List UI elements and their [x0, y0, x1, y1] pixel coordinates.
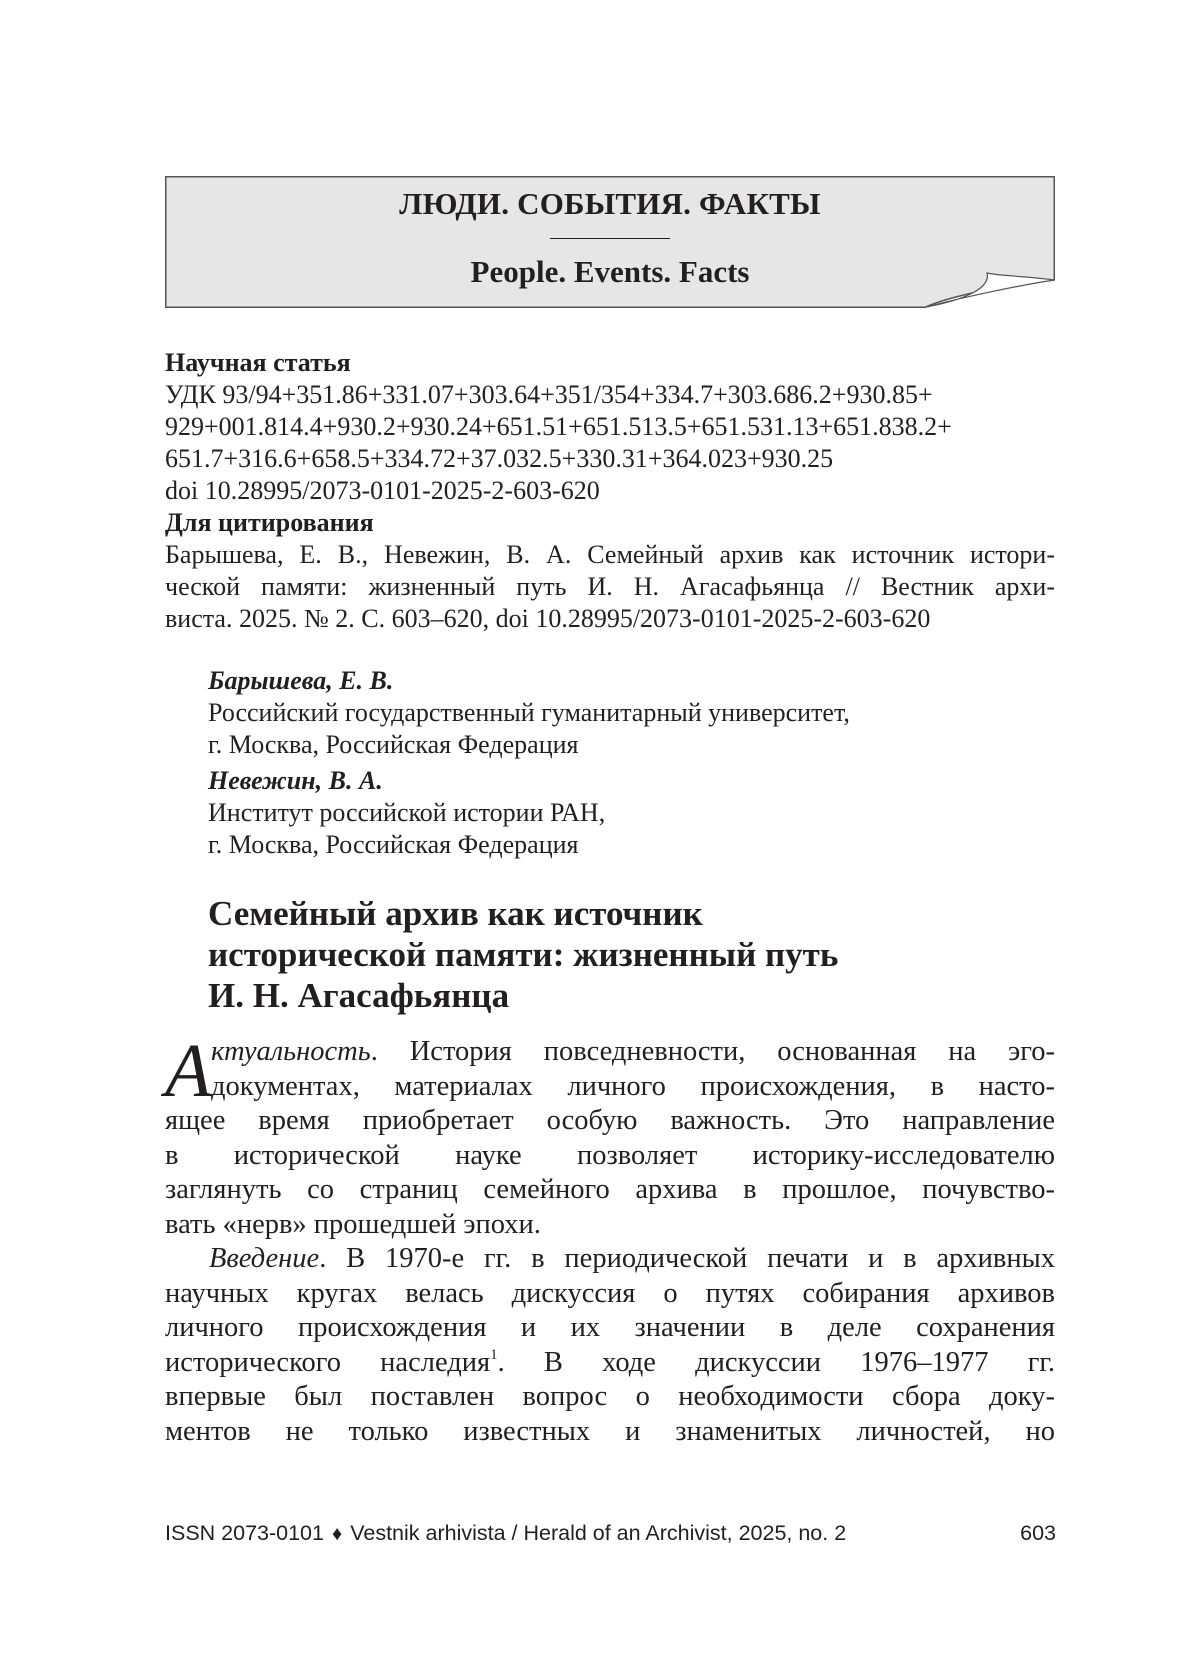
journal-name: Vestnik arhivista / Herald of an Archivist, 2025, no. 2 [350, 1521, 847, 1545]
author-name: Невежин, В. А. [208, 766, 383, 795]
body-text-run: . В 1970-е гг. в периодической печати и в архивных [319, 1243, 1055, 1274]
running-footer [165, 1521, 846, 1546]
body-line: ментов не только известных и знаменитых личностей, но [165, 1415, 1055, 1447]
citation-label: Для цитирования [165, 508, 374, 537]
body-line: впервые был поставлен вопрос о необходимости сбора доку- [165, 1381, 1055, 1412]
doi-line: doi 10.28995/2073-0101-2025-2-603-620 [165, 476, 600, 505]
section-title-ru: ЛЮДИ. СОБЫТИЯ. ФАКТЫ [399, 186, 821, 221]
author-name: Барышева, Е. В. [208, 666, 394, 695]
paragraph-relevance [165, 1029, 1055, 1242]
udc-line: УДК 93/94+351.86+331.07+303.64+351/354+334.7+303.686.2+930.85+ [165, 380, 933, 409]
body-line [165, 1346, 1055, 1381]
author-entry [208, 765, 1058, 861]
article-title [208, 893, 1058, 1016]
drop-cap: А [165, 1029, 212, 1113]
body-line: заглянуть со страниц семейного архива в прошлое, почувство- [165, 1174, 1055, 1205]
body-line: документах, материалах личного происхождения, в насто- [211, 1070, 1055, 1102]
article-body [165, 1029, 1055, 1449]
udc-line: 929+001.814.4+930.2+930.24+651.51+651.513.5+651.531.13+651.838.2+ [165, 412, 952, 441]
body-line: вать «нерв» прошедшей эпохи. [165, 1208, 541, 1240]
body-line: научных кругах велась дискуссия о путях собирания архивов [165, 1277, 1055, 1309]
lead-term: ктуальность [211, 1036, 371, 1067]
section-header-box [165, 176, 1055, 308]
author-location: г. Москва, Российская Федерация [208, 830, 579, 859]
body-line: личного происхождения и их значении в деле сохранения [165, 1312, 1055, 1343]
citation-line: Барышева, Е. В., Невежин, В. А. Семейный архив как источник истори- [165, 540, 1055, 569]
section-title-en: People. Events. Facts [470, 254, 750, 289]
body-line: ящее время приобретает особую важность. Это направление [165, 1105, 1055, 1136]
article-title-line: Семейный архив как источник [208, 894, 703, 933]
body-text-run: . В ходе дискуссии 1976–1977 гг. [497, 1346, 1055, 1378]
authors-block [208, 665, 1058, 865]
body-text-run: исторического наследия [165, 1346, 491, 1378]
citation-line: ческой памяти: жизненный путь И. Н. Агасафьянца // Вестник архи- [165, 572, 1055, 601]
diamond-icon: ♦ [331, 1523, 343, 1545]
author-entry [208, 665, 1058, 761]
article-title-line: И. Н. Агасафьянца [208, 976, 510, 1015]
article-type-label: Научная статья [165, 348, 351, 377]
body-line: в исторической науке позволяет историку-исследователю [165, 1139, 1055, 1171]
article-metadata [165, 347, 1055, 635]
section-divider [550, 238, 670, 239]
body-line [165, 1035, 1055, 1070]
footnote-ref[interactable]: 1 [490, 1346, 498, 1363]
author-affiliation: Российский государственный гуманитарный университет, [208, 698, 850, 727]
body-text-run: . История повседневности, основанная на эго- [370, 1036, 1055, 1067]
issn: ISSN 2073-0101 [165, 1521, 324, 1545]
page-number: 603 [1020, 1521, 1056, 1545]
citation-line: виста. 2025. № 2. С. 603–620, doi 10.28995/2073-0101-2025-2-603-620 [165, 604, 931, 633]
paragraph-introduction [165, 1242, 1055, 1449]
author-affiliation: Институт российской истории РАН, [208, 798, 606, 827]
lead-term: Введение [209, 1243, 320, 1274]
author-location: г. Москва, Российская Федерация [208, 730, 579, 759]
body-line [165, 1242, 1055, 1277]
article-title-line: исторической памяти: жизненный путь [208, 935, 839, 974]
udc-line: 651.7+316.6+658.5+334.72+37.032.5+330.31+364.023+930.25 [165, 444, 834, 473]
